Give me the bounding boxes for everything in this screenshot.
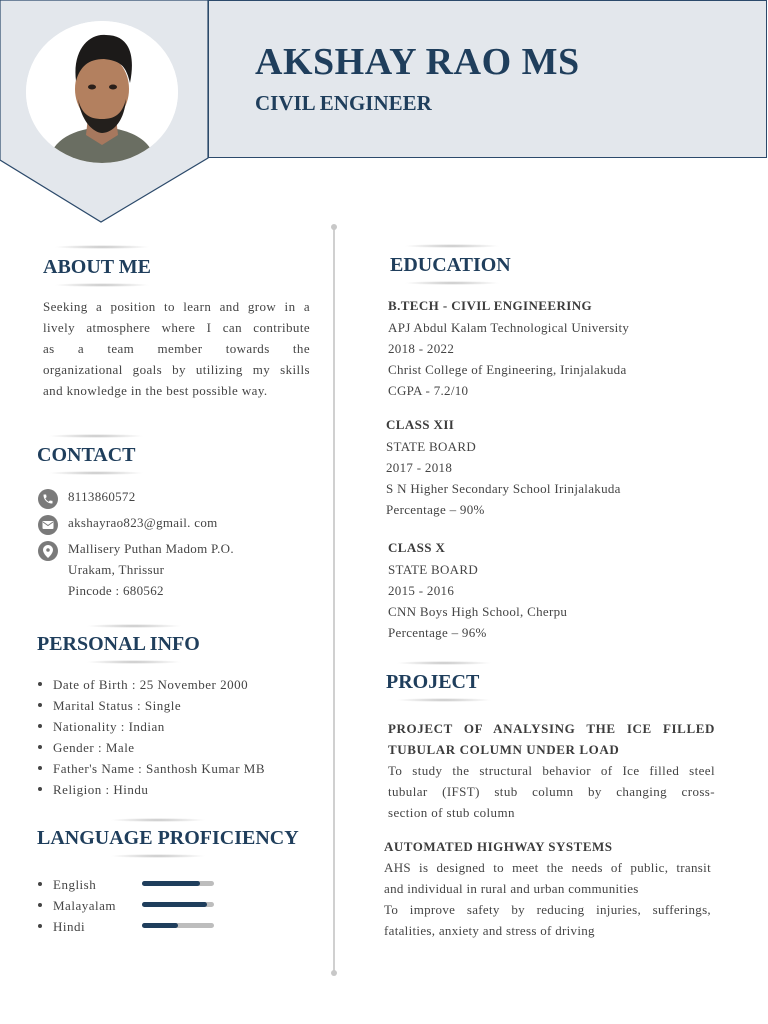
education-line: APJ Abdul Kalam Technological University [388,320,630,335]
project-entry [384,836,711,941]
education-line: Percentage – 90% [386,502,485,517]
phone-icon [38,489,58,509]
language-level-bar [142,881,214,886]
education-line: Christ College of Engineering, Irinjalakuda [388,362,627,377]
section-shade [86,660,182,664]
language-level-fill [142,881,200,886]
list-item: Father's Name : Santhosh Kumar MB [37,758,265,779]
education-title: EDUCATION [390,254,511,276]
person-portrait-icon [26,21,178,163]
language-name: Malayalam [37,895,116,916]
about-line: and knowledge in the best possible way. [43,383,268,398]
mail-icon [38,515,58,535]
contact-address-line: Mallisery Puthan Madom P.O. [68,541,234,556]
project-line: section of stub column [388,805,515,820]
education-heading: CLASS X [388,540,446,555]
language-level-bar [142,923,214,928]
contact-address-line: Pincode : 680562 [68,583,164,598]
about-line: Seeking a position to learn and grow in a [43,299,310,314]
project-heading: AUTOMATED HIGHWAY SYSTEMS [384,839,613,854]
section-shade [48,471,144,475]
about-text [43,296,310,401]
column-divider [333,228,335,974]
section-shade [404,244,500,248]
section-shade [396,698,492,702]
education-heading: CLASS XII [386,417,455,432]
section-shade [110,818,206,822]
divider-dot-top [331,224,337,230]
language-title: LANGUAGE PROFICIENCY [37,827,299,849]
project-heading: PROJECT OF ANALYSING THE ICE FILLED [388,721,715,736]
education-line: 2015 - 2016 [388,583,455,598]
about-line: as a team member towards the [43,341,310,356]
language-name: Hindi [37,916,116,937]
education-line: CNN Boys High School, Cherpu [388,604,568,619]
education-line: 2018 - 2022 [388,341,455,356]
education-line: STATE BOARD [386,439,477,454]
list-item: Marital Status : Single [37,695,265,716]
profile-photo [26,21,178,163]
education-line: 2017 - 2018 [386,460,453,475]
language-level-fill [142,923,178,928]
education-line: CGPA - 7.2/10 [388,383,469,398]
section-shade [54,245,150,249]
education-line: S N Higher Secondary School Irinjalakuda [386,481,621,496]
project-entry [388,718,715,823]
project-title: PROJECT [386,671,480,693]
contact-email: akshayrao823@gmail. com [68,515,218,530]
list-item: Gender : Male [37,737,265,758]
section-shade [48,434,144,438]
language-name: English [37,874,116,895]
personal-title: PERSONAL INFO [37,633,200,655]
list-item: Religion : Hindu [37,779,265,800]
section-shade [54,283,150,287]
education-line: STATE BOARD [388,562,479,577]
education-heading: B.TECH - CIVIL ENGINEERING [388,298,592,313]
language-level-bar [142,902,214,907]
section-shade [404,281,500,285]
candidate-role: CIVIL ENGINEER [255,91,432,115]
language-list [37,874,116,937]
about-title: ABOUT ME [43,256,151,278]
personal-info-list [37,674,265,800]
candidate-name: AKSHAY RAO MS [255,41,580,83]
divider-dot-bottom [331,970,337,976]
contact-phone: 8113860572 [68,489,136,504]
project-line: and individual in rural and urban communities [384,881,639,896]
contact-address-line: Urakam, Thrissur [68,562,165,577]
location-pin-icon [38,541,58,561]
language-level-fill [142,902,207,907]
education-line: Percentage – 96% [388,625,487,640]
project-line: AHS is designed to meet the needs of public, transit [384,860,711,875]
section-shade [86,624,182,628]
project-line: tubular (IFST) stub column by changing cross- [388,784,715,799]
list-item: Nationality : Indian [37,716,265,737]
project-heading: TUBULAR COLUMN UNDER LOAD [388,742,620,757]
section-shade [110,854,206,858]
about-line: organizational goals by utilizing my skills [43,362,310,377]
contact-title: CONTACT [37,444,136,466]
project-line: To improve safety by reducing injuries, sufferings, [384,902,711,917]
project-line: fatalities, anxiety and stress of driving [384,923,595,938]
about-line: lively atmosphere where I can contribute [43,320,310,335]
list-item: Date of Birth : 25 November 2000 [37,674,265,695]
section-shade [396,661,492,665]
project-line: To study the structural behavior of Ice filled steel [388,763,715,778]
